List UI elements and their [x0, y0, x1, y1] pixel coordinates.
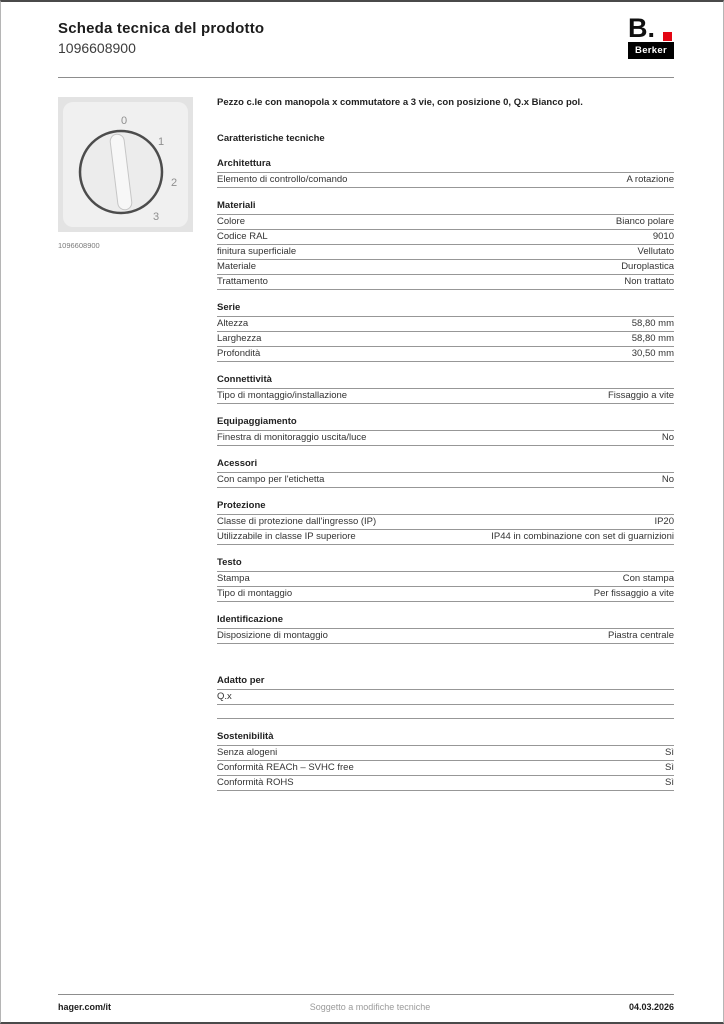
berker-logo-mark	[628, 15, 674, 42]
spec-section-title: Identificazione	[217, 612, 674, 629]
spec-section-title: Connettività	[217, 372, 674, 389]
spec-section	[217, 555, 674, 602]
knob-position-1: 1	[157, 136, 165, 148]
spec-row	[217, 761, 674, 776]
spec-label: Con campo per l'etichetta	[217, 474, 325, 486]
spec-section-title: Testo	[217, 555, 674, 572]
spec-section-title: Architettura	[217, 156, 674, 173]
spec-value: Piastra centrale	[607, 630, 674, 642]
spec-section-title: Serie	[217, 300, 674, 317]
spec-row	[217, 275, 674, 290]
footer-disclaimer: Soggetto a modifiche tecniche	[309, 1002, 431, 1012]
spec-row	[217, 260, 674, 275]
spec-row	[217, 746, 674, 761]
spec-value: IP44 in combinazione con set di guarnizioni	[491, 531, 674, 543]
spec-section-title: Sostenibilità	[217, 729, 674, 746]
spec-label: Tipo di montaggio/installazione	[217, 390, 348, 402]
spec-row	[217, 431, 674, 446]
knob-position-3: 3	[152, 211, 160, 223]
spec-sections	[217, 156, 674, 791]
spec-section-title: Equipaggiamento	[217, 414, 674, 431]
spec-label: Q.x	[217, 691, 232, 703]
spec-row	[217, 173, 674, 188]
spec-section-title: Adatto per	[217, 673, 674, 690]
spec-label: Profondità	[217, 348, 261, 360]
spec-label: Altezza	[217, 318, 249, 330]
spec-value: No	[661, 432, 674, 444]
spec-value: IP20	[654, 516, 674, 528]
spec-row	[217, 690, 674, 705]
product-image-column	[58, 97, 193, 250]
berker-logo-letter: B.	[628, 13, 655, 43]
spec-section	[217, 498, 674, 545]
footer-website-link[interactable]: hager.com/it	[58, 1002, 112, 1012]
spec-row	[217, 332, 674, 347]
spec-row	[217, 530, 674, 545]
berker-logo-red-square-icon	[663, 32, 672, 41]
spec-row	[217, 347, 674, 362]
footer-date: 04.03.2026	[628, 1002, 674, 1012]
spec-row	[217, 587, 674, 602]
spec-section-title: Acessori	[217, 456, 674, 473]
spec-value: Sì	[665, 762, 674, 774]
spec-label: Classe di protezione dall'ingresso (IP)	[217, 516, 377, 528]
spec-label: Stampa	[217, 573, 250, 585]
knob-position-2: 2	[170, 177, 178, 189]
spec-value: Duroplastica	[621, 261, 674, 273]
rotary-switch-product-image	[58, 97, 193, 232]
spec-section-title: Materiali	[217, 198, 674, 215]
spec-row	[217, 473, 674, 488]
spec-section	[217, 612, 674, 644]
spec-value: 58,80 mm	[631, 333, 674, 345]
spec-value: A rotazione	[626, 174, 674, 186]
product-description: Pezzo c.le con manopola x commutatore a 3 vie, con posizione 0, Q.x Bianco pol.	[217, 97, 583, 108]
spec-row	[217, 705, 674, 719]
spec-value: Non trattato	[624, 276, 674, 288]
page-title: Scheda tecnica del prodotto	[58, 20, 265, 37]
spec-value: 9010	[652, 231, 674, 243]
spec-column	[217, 97, 674, 791]
product-image-caption: 1096608900	[58, 241, 100, 250]
spec-row	[217, 317, 674, 332]
spec-label: Materiale	[217, 261, 257, 273]
spec-value: Fissaggio a vite	[607, 390, 674, 402]
spec-section	[217, 414, 674, 446]
spec-value: 30,50 mm	[631, 348, 674, 360]
spec-label: Larghezza	[217, 333, 262, 345]
spec-section	[217, 156, 674, 188]
page-header	[58, 20, 674, 56]
spec-label: Elemento di controllo/comando	[217, 174, 348, 186]
spec-section	[217, 456, 674, 488]
spec-label: Conformità REACh – SVHC free	[217, 762, 354, 774]
spec-value: Per fissaggio a vite	[593, 588, 674, 600]
spec-label: finitura superficiale	[217, 246, 297, 258]
spec-label: Tipo di montaggio	[217, 588, 293, 600]
spec-section	[217, 300, 674, 362]
spec-section	[217, 729, 674, 791]
spec-label: Trattamento	[217, 276, 268, 288]
spec-row	[217, 776, 674, 791]
spec-section-title: Protezione	[217, 498, 674, 515]
berker-logo-wordmark: Berker	[628, 42, 674, 59]
spec-row	[217, 215, 674, 230]
page-footer	[58, 994, 674, 1012]
spec-section	[217, 198, 674, 290]
header-divider	[58, 77, 674, 78]
spec-row	[217, 515, 674, 530]
spec-value: Sì	[665, 747, 674, 759]
spec-value: Sì	[665, 777, 674, 789]
spec-row	[217, 389, 674, 404]
spec-row	[217, 572, 674, 587]
knob-position-0: 0	[120, 115, 128, 127]
spec-value: Vellutato	[637, 246, 674, 258]
spec-label: Finestra di monitoraggio uscita/luce	[217, 432, 367, 444]
product-number: 1096608900	[58, 40, 136, 56]
spec-row	[217, 230, 674, 245]
spec-row	[217, 245, 674, 260]
spec-label: Disposizione di montaggio	[217, 630, 328, 642]
tech-characteristics-title: Caratteristiche tecniche	[217, 133, 325, 145]
spec-label: Codice RAL	[217, 231, 268, 243]
content-area	[58, 97, 674, 791]
spec-value: No	[661, 474, 674, 486]
spec-label: Senza alogeni	[217, 747, 278, 759]
spec-label: Utilizzabile in classe IP superiore	[217, 531, 356, 543]
berker-logo	[628, 15, 674, 59]
spec-value: Con stampa	[622, 573, 674, 585]
spec-section	[217, 673, 674, 719]
spec-section	[217, 372, 674, 404]
spec-value: 58,80 mm	[631, 318, 674, 330]
spec-label: Conformità ROHS	[217, 777, 294, 789]
spec-label: Colore	[217, 216, 245, 228]
spec-value: Bianco polare	[615, 216, 674, 228]
spec-row	[217, 629, 674, 644]
